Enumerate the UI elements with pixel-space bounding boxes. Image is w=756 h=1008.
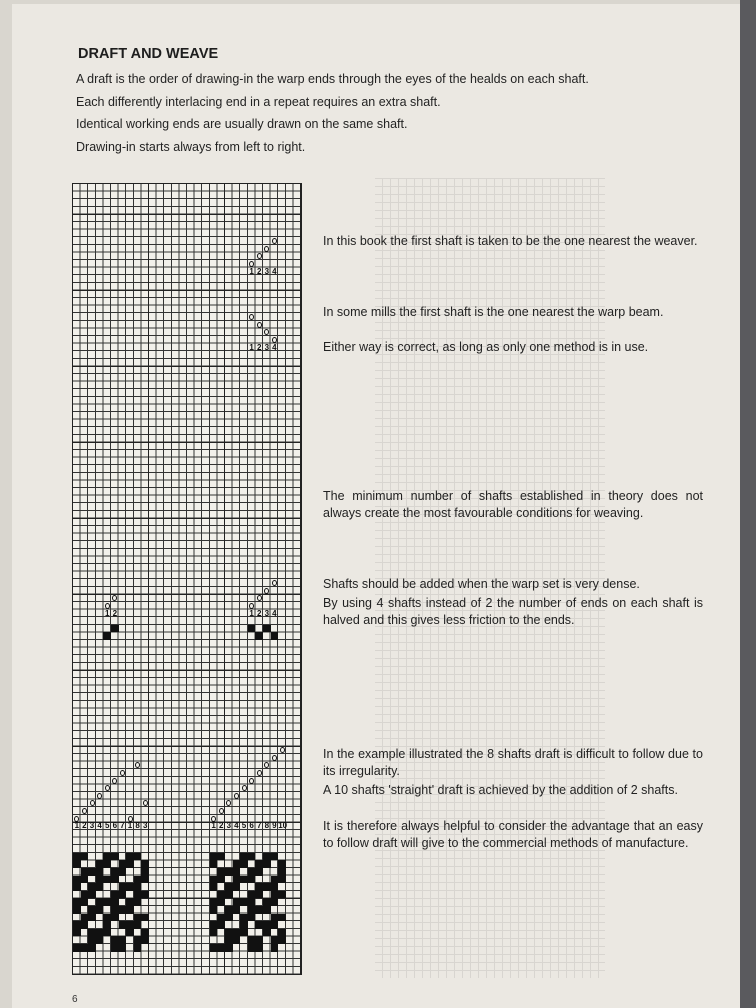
heald-circle bbox=[257, 253, 262, 259]
page-title: DRAFT AND WEAVE bbox=[78, 46, 219, 62]
shaft-number: 3 bbox=[264, 342, 270, 352]
weave-cell bbox=[88, 868, 96, 876]
weave-cell bbox=[248, 868, 256, 876]
weave-cell bbox=[103, 632, 111, 640]
shaft-number: 1 bbox=[249, 266, 254, 276]
weave-cell bbox=[248, 944, 256, 952]
weave-cell bbox=[126, 860, 134, 868]
weave-cell bbox=[255, 632, 263, 640]
weave-cell bbox=[278, 914, 286, 922]
shaft-number: 3 bbox=[226, 821, 232, 831]
weave-cell bbox=[111, 914, 119, 922]
heald-circle bbox=[272, 238, 277, 244]
weave-cell bbox=[96, 883, 104, 891]
weave-cell bbox=[126, 853, 134, 861]
weave-cell bbox=[263, 853, 271, 861]
shaft-number: 1 bbox=[104, 608, 110, 618]
shaft-number: 9 bbox=[272, 821, 277, 831]
weave-cell bbox=[225, 868, 233, 876]
shaft-number: 4 bbox=[272, 342, 277, 352]
weave-cell bbox=[248, 906, 256, 914]
weave-cell bbox=[141, 868, 149, 876]
weave-cell bbox=[134, 898, 142, 906]
shaft-number: 5 bbox=[241, 821, 247, 831]
weave-cell bbox=[126, 929, 134, 937]
weave-cell bbox=[271, 876, 279, 884]
weave-cell bbox=[278, 929, 286, 937]
weave-cell bbox=[141, 860, 149, 868]
weave-cell bbox=[271, 898, 279, 906]
heald-circle bbox=[128, 816, 133, 822]
heald-circle bbox=[257, 770, 262, 776]
shaft-number: 2 bbox=[256, 608, 262, 618]
weave-cell bbox=[119, 891, 127, 899]
weave-cell bbox=[134, 936, 142, 944]
heald-circle bbox=[242, 785, 247, 791]
weave-cell bbox=[255, 921, 263, 929]
intro-line: Drawing-in starts always from left to right. bbox=[76, 139, 306, 154]
heald-circle bbox=[257, 322, 262, 328]
weave-cell bbox=[96, 936, 104, 944]
weave-cell bbox=[217, 868, 225, 876]
shaft-number: 5 bbox=[104, 821, 110, 831]
weave-cell bbox=[134, 876, 142, 884]
weave-cell bbox=[240, 921, 248, 929]
paragraph: In the example illustrated the 8 shafts draft is difficult to follow due to its irregularity. bbox=[323, 747, 703, 778]
intro-line: Each differently interlacing end in a repeat requires an extra shaft. bbox=[76, 94, 441, 109]
weave-cell bbox=[73, 906, 81, 914]
shaft-number: 2 bbox=[112, 608, 118, 618]
shaft-number: 1 bbox=[249, 608, 254, 618]
weave-cell bbox=[233, 936, 241, 944]
weave-cell bbox=[134, 853, 142, 861]
weave-cell bbox=[88, 891, 96, 899]
weave-cell bbox=[248, 876, 256, 884]
shaft-number: 4 bbox=[272, 608, 277, 618]
weave-cell bbox=[81, 914, 89, 922]
weave-cell bbox=[73, 929, 81, 937]
weave-cell bbox=[271, 936, 279, 944]
heald-circle bbox=[90, 800, 95, 806]
heald-circle bbox=[82, 808, 87, 814]
heald-circle bbox=[264, 246, 269, 252]
heald-circle bbox=[264, 762, 269, 768]
weave-cell bbox=[103, 860, 111, 868]
heald-circle bbox=[120, 770, 125, 776]
weave-cell bbox=[103, 853, 111, 861]
heald-circle bbox=[97, 793, 102, 799]
weave-cell bbox=[210, 921, 218, 929]
weave-cell bbox=[263, 883, 271, 891]
weave-cell bbox=[240, 914, 248, 922]
heald-circle bbox=[280, 747, 285, 753]
weave-cell bbox=[96, 868, 104, 876]
weave-cell bbox=[96, 876, 104, 884]
weave-cell bbox=[88, 936, 96, 944]
shaft-number: 3 bbox=[142, 821, 148, 831]
weave-cell bbox=[111, 868, 119, 876]
weave-cell bbox=[73, 944, 81, 952]
weave-cell bbox=[103, 921, 111, 929]
shaft-number: 3 bbox=[89, 821, 95, 831]
weave-cell bbox=[119, 906, 127, 914]
weave-cell bbox=[210, 883, 218, 891]
weave-cell bbox=[271, 891, 279, 899]
heald-circle bbox=[112, 778, 117, 784]
shaft-number: 10 bbox=[278, 821, 288, 831]
weave-cell bbox=[255, 906, 263, 914]
weave-cell bbox=[255, 936, 263, 944]
weave-cell bbox=[134, 944, 142, 952]
weave-cell bbox=[217, 921, 225, 929]
weave-cell bbox=[278, 860, 286, 868]
weave-cell bbox=[255, 868, 263, 876]
weave-cell bbox=[111, 944, 119, 952]
weave-cell bbox=[81, 921, 89, 929]
shaft-number: 3 bbox=[264, 608, 270, 618]
weave-cell bbox=[240, 898, 248, 906]
background-edge bbox=[740, 0, 756, 1008]
weave-cell bbox=[134, 921, 142, 929]
weave-cell bbox=[73, 883, 81, 891]
weave-cell bbox=[126, 921, 134, 929]
weave-cell bbox=[103, 876, 111, 884]
weave-cell bbox=[126, 906, 134, 914]
weave-cell bbox=[119, 944, 127, 952]
weave-cell bbox=[217, 853, 225, 861]
weave-cell bbox=[233, 868, 241, 876]
weave-cell bbox=[278, 936, 286, 944]
weave-cell bbox=[88, 929, 96, 937]
shaft-number: 2 bbox=[82, 821, 87, 831]
weave-cell bbox=[278, 868, 286, 876]
weave-cell bbox=[217, 891, 225, 899]
weave-cell bbox=[111, 906, 119, 914]
weave-cell bbox=[210, 853, 218, 861]
heald-circle bbox=[264, 588, 269, 594]
shaft-number: 6 bbox=[112, 821, 118, 831]
shaft-number: 4 bbox=[234, 821, 239, 831]
shaft-number: 7 bbox=[120, 821, 125, 831]
weave-cell bbox=[271, 632, 279, 640]
weave-cell bbox=[210, 906, 218, 914]
weave-cell bbox=[88, 906, 96, 914]
weave-cell bbox=[225, 944, 233, 952]
heald-circle bbox=[112, 595, 117, 601]
weave-cell bbox=[255, 944, 263, 952]
shaft-number: 2 bbox=[256, 266, 262, 276]
heald-circle bbox=[226, 800, 231, 806]
intro-line: Identical working ends are usually drawn on the same shaft. bbox=[76, 117, 408, 131]
heald-circle bbox=[105, 603, 110, 609]
weave-cell bbox=[126, 898, 134, 906]
shaft-number: 1 bbox=[74, 821, 80, 831]
weave-cell bbox=[240, 876, 248, 884]
weave-cell bbox=[240, 853, 248, 861]
weave-cell bbox=[233, 898, 241, 906]
weave-cell bbox=[271, 883, 279, 891]
weave-cell bbox=[248, 625, 256, 633]
paragraph: Either way is correct, as long as only one method is in use. bbox=[323, 340, 649, 354]
weave-cell bbox=[81, 876, 89, 884]
shaft-number: 6 bbox=[249, 821, 254, 831]
weave-cell bbox=[73, 898, 81, 906]
weave-cell bbox=[96, 906, 104, 914]
shaft-number: 1 bbox=[127, 821, 133, 831]
paragraph: A 10 shafts 'straight' draft is achieved by the addition of 2 shafts. bbox=[323, 783, 678, 797]
weave-cell bbox=[81, 898, 89, 906]
weave-cell bbox=[88, 914, 96, 922]
weave-cell bbox=[225, 891, 233, 899]
weave-cell bbox=[263, 860, 271, 868]
heald-circle bbox=[272, 337, 277, 343]
weave-cell bbox=[255, 860, 263, 868]
paragraph: In some mills the first shaft is the one nearest the warp beam. bbox=[323, 305, 664, 319]
weave-cell bbox=[233, 860, 241, 868]
weave-cell bbox=[233, 906, 241, 914]
shaft-number: 4 bbox=[272, 266, 277, 276]
weave-cell bbox=[103, 914, 111, 922]
weave-cell bbox=[263, 921, 271, 929]
weave-cell bbox=[217, 914, 225, 922]
weave-cell bbox=[210, 860, 218, 868]
weave-cell bbox=[73, 853, 81, 861]
weave-cell bbox=[73, 860, 81, 868]
weave-cell bbox=[141, 891, 149, 899]
weave-cell bbox=[271, 944, 279, 952]
heald-circle bbox=[74, 816, 79, 822]
heald-circle bbox=[105, 785, 110, 791]
weave-cell bbox=[225, 914, 233, 922]
weave-cell bbox=[278, 876, 286, 884]
weave-cell bbox=[119, 860, 127, 868]
paragraph: Shafts should be added when the warp set is very dense. bbox=[323, 577, 640, 591]
weave-cell bbox=[225, 906, 233, 914]
weave-cell bbox=[225, 936, 233, 944]
weave-cell bbox=[233, 883, 241, 891]
heald-circle bbox=[272, 755, 277, 761]
weave-cell bbox=[103, 929, 111, 937]
weave-cell bbox=[210, 876, 218, 884]
weave-cell bbox=[141, 936, 149, 944]
heald-circle bbox=[234, 793, 239, 799]
weave-cell bbox=[96, 929, 104, 937]
weave-cell bbox=[81, 853, 89, 861]
weave-cell bbox=[233, 929, 241, 937]
heald-circle bbox=[264, 329, 269, 335]
weave-cell bbox=[233, 876, 241, 884]
paragraph: The minimum number of shafts established in theory does not always create the most favourable conditions for weaving. bbox=[323, 489, 703, 520]
heald-circle bbox=[249, 261, 254, 267]
weave-cell bbox=[119, 883, 127, 891]
shaft-number: 3 bbox=[264, 266, 270, 276]
weave-cell bbox=[141, 914, 149, 922]
weave-cell bbox=[248, 936, 256, 944]
weave-cell bbox=[134, 891, 142, 899]
weave-cell bbox=[271, 921, 279, 929]
weave-cell bbox=[111, 625, 119, 633]
shaft-number: 2 bbox=[256, 342, 262, 352]
weave-cell bbox=[255, 891, 263, 899]
weave-cell bbox=[134, 883, 142, 891]
weave-cell bbox=[73, 876, 81, 884]
intro-text bbox=[76, 68, 589, 158]
weave-cell bbox=[88, 944, 96, 952]
weave-cell bbox=[278, 891, 286, 899]
weave-cell bbox=[81, 944, 89, 952]
weave-cell bbox=[134, 914, 142, 922]
weave-cell bbox=[103, 898, 111, 906]
weave-cell bbox=[141, 876, 149, 884]
weave-cell bbox=[263, 929, 271, 937]
weave-cell bbox=[217, 876, 225, 884]
weave-cell bbox=[111, 936, 119, 944]
paragraph: It is therefore always helpful to consider the advantage that an easy to follow draft will give to the commercial methods of manufacture. bbox=[323, 819, 703, 850]
weave-cell bbox=[111, 898, 119, 906]
shaft-number: 1 bbox=[211, 821, 216, 831]
shaft-number: 8 bbox=[264, 821, 270, 831]
heald-circle bbox=[219, 808, 224, 814]
shaft-number: 1 bbox=[249, 342, 254, 352]
shaft-number: 2 bbox=[218, 821, 224, 831]
weave-cell bbox=[248, 891, 256, 899]
weave-cell bbox=[217, 898, 225, 906]
shaft-number: 8 bbox=[135, 821, 140, 831]
weave-cell bbox=[111, 891, 119, 899]
weave-cell bbox=[73, 921, 81, 929]
heald-circle bbox=[272, 580, 277, 586]
weave-cell bbox=[88, 883, 96, 891]
shaft-number: 4 bbox=[97, 821, 102, 831]
weave-cell bbox=[225, 883, 233, 891]
weave-cell bbox=[271, 914, 279, 922]
weave-cell bbox=[96, 860, 104, 868]
heald-circle bbox=[257, 595, 262, 601]
paragraph: In this book the first shaft is taken to be the one nearest the weaver. bbox=[323, 234, 698, 248]
weave-cell bbox=[248, 898, 256, 906]
heald-circle bbox=[135, 762, 140, 768]
paragraph: By using 4 shafts instead of 2 the number of ends on each shaft is halved and this gives less friction to the ends. bbox=[323, 596, 703, 627]
weave-cell bbox=[217, 944, 225, 952]
weave-cell bbox=[126, 883, 134, 891]
weave-cell bbox=[119, 921, 127, 929]
weave-cell bbox=[248, 914, 256, 922]
weave-cell bbox=[210, 898, 218, 906]
heald-circle bbox=[249, 314, 254, 320]
weave-cell bbox=[255, 883, 263, 891]
weave-cell bbox=[96, 898, 104, 906]
weave-cell bbox=[119, 936, 127, 944]
page-number: 6 bbox=[72, 994, 78, 1005]
heald-circle bbox=[249, 603, 254, 609]
heald-circle bbox=[143, 800, 148, 806]
draft-grid bbox=[72, 183, 302, 975]
weave-cell bbox=[263, 898, 271, 906]
weave-cell bbox=[81, 868, 89, 876]
weave-cell bbox=[210, 929, 218, 937]
shaft-number: 7 bbox=[256, 821, 262, 831]
weave-cell bbox=[119, 868, 127, 876]
weave-cell bbox=[248, 853, 256, 861]
weave-cell bbox=[111, 876, 119, 884]
weave-cell bbox=[81, 891, 89, 899]
weave-cell bbox=[240, 860, 248, 868]
weave-cell bbox=[263, 906, 271, 914]
weave-cell bbox=[225, 929, 233, 937]
intro-line: A draft is the order of drawing-in the warp ends through the eyes of the healds on each shaft. bbox=[76, 72, 589, 86]
heald-circle bbox=[211, 816, 216, 822]
weave-cell bbox=[210, 944, 218, 952]
weave-cell bbox=[240, 929, 248, 937]
weave-cell bbox=[111, 853, 119, 861]
weave-cell bbox=[141, 929, 149, 937]
weave-cell bbox=[271, 853, 279, 861]
weave-cell bbox=[263, 625, 271, 633]
heald-circle bbox=[249, 778, 254, 784]
